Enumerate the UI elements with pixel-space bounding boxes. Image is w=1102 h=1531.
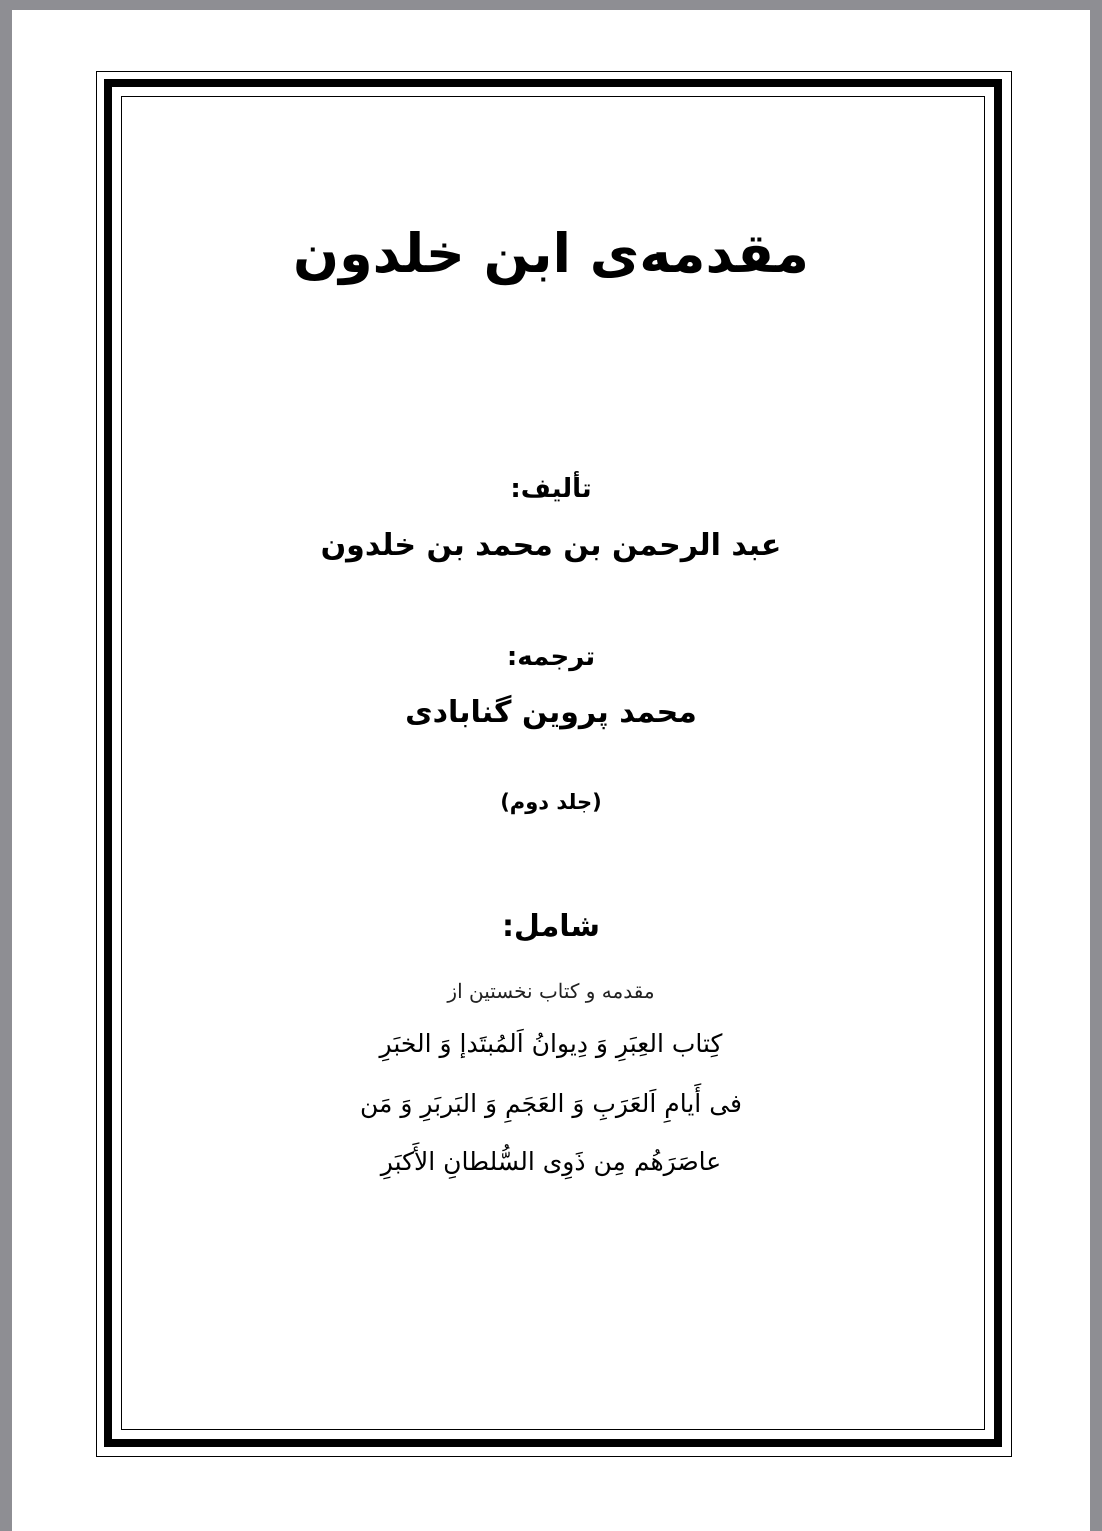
author-name: عبد الرحمن بن محمد بن خلدون xyxy=(320,528,782,563)
arabic-title-line-3: عاصَرَهُم مِن ذَوِی السُّلطانِ الأَکبَرِ xyxy=(380,1147,722,1176)
volume-label: (جلد دوم) xyxy=(500,790,602,814)
arabic-title-line-2: فی أَیامِ اَلعَرَبِ وَ العَجَمِ وَ البَربَرِ وَ مَن xyxy=(359,1089,742,1118)
book-title: مقدمه‌ی ابن خلدون xyxy=(293,222,809,285)
translator-name: محمد پروین گنابادی xyxy=(405,695,697,730)
contents-intro: مقدمه و کتاب نخستین از xyxy=(447,979,655,1003)
contents-label: شامل: xyxy=(501,909,601,944)
arabic-title-line-1: کِتاب العِبَرِ وَ دِیوانُ اَلمُبتَدإ وَ الخبَرِ xyxy=(379,1029,723,1058)
author-label: تألیف: xyxy=(510,474,592,504)
page-border-inner xyxy=(121,96,985,1430)
translator-label: ترجمه: xyxy=(506,642,596,672)
